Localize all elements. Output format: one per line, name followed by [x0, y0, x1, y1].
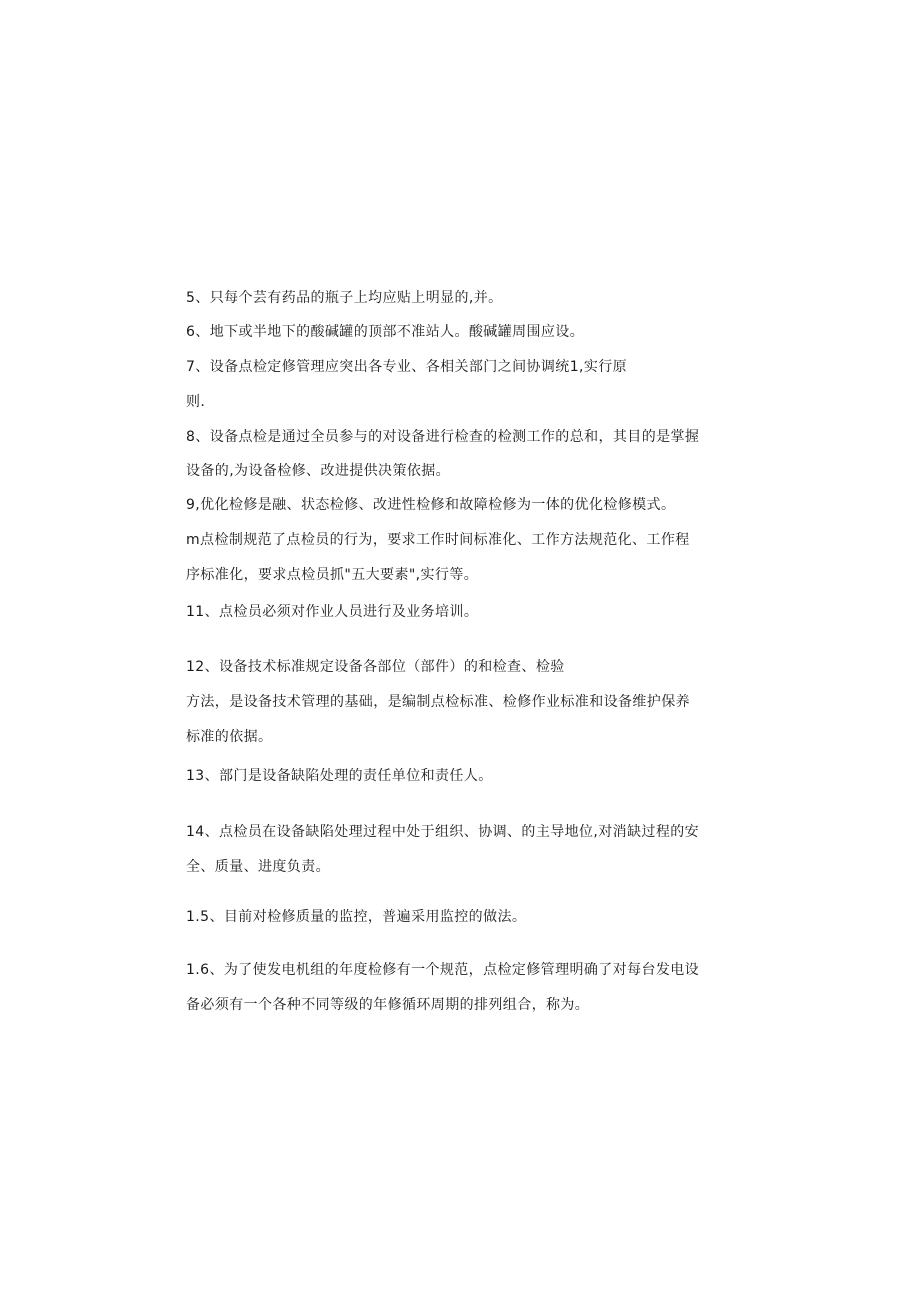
text-line-item-14-cont: 全、质量、进度负责。: [186, 859, 330, 875]
text-line-item-6: 6、地下或半地下的酸碱罐的顶部不准站人。酸碱罐周围应设。: [186, 324, 585, 340]
text-line-item-14: 14、点检员在设备缺陷处理过程中处于组织、协调、的主导地位,对消缺过程的安: [186, 824, 700, 840]
text-line-item-12-cont2: 标准的依据。: [186, 729, 273, 745]
text-line-item-15: 1.5、目前对检修质量的监控，普遍采用监控的做法。: [186, 909, 527, 925]
text-line-item-12-cont: 方法，是设备技术管理的基础，是编制点检标准、检修作业标准和设备维护保养: [186, 694, 690, 710]
text-line-item-13: 13、部门是设备缺陷处理的责任单位和责任人。: [186, 768, 493, 784]
text-line-item-12: 12、设备技术标准规定设备各部位（部件）的和检查、检验: [186, 659, 565, 675]
text-line-item-16: 1.6、为了使发电机组的年度检修有一个规范，点检定修管理明确了对每台发电设: [186, 962, 700, 978]
text-line-item-16-cont: 备必须有一个各种不同等级的年修循环周期的排列组合，称为。: [186, 997, 590, 1013]
text-line-item-8: 8、设备点检是通过全员参与的对设备进行检查的检测工作的总和，其目的是掌握: [186, 429, 700, 445]
text-line-item-8-cont: 设备的,为设备检修、改进提供决策依据。: [186, 463, 451, 479]
text-line-item-10: m点检制规范了点检员的行为，要求工作时间标准化、工作方法规范化、工作程: [186, 532, 690, 548]
text-line-item-5: 5、只每个芸有药品的瓶子上均应贴上明显的,并。: [186, 290, 503, 306]
text-line-item-9: 9,优化检修是融、状态检修、改进性检修和故障检修为一体的优化检修模式。: [186, 497, 676, 513]
text-line-item-7: 7、设备点检定修管理应突出各专业、各相关部门之间协调统1,实行原: [186, 359, 628, 375]
text-line-item-10-cont: 序标准化，要求点检员抓"五大要素",实行等。: [186, 567, 479, 583]
text-line-item-11: 11、点检员必须对作业人员进行及业务培训。: [186, 604, 479, 620]
text-line-item-7-cont: 则.: [186, 394, 206, 410]
